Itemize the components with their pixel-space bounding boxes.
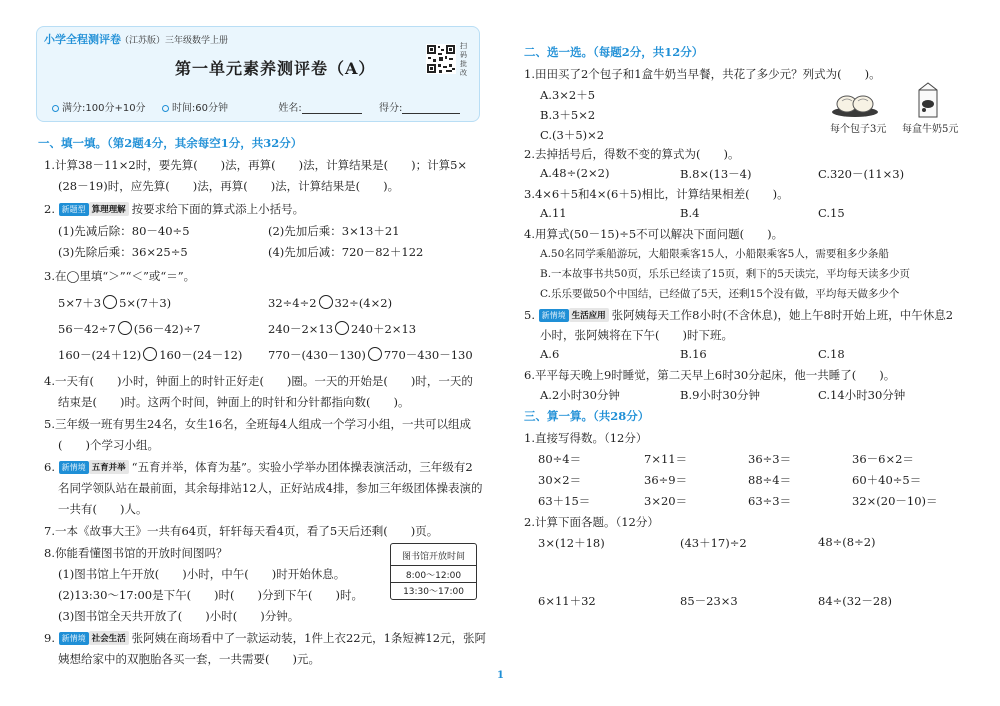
q8-line-2: (1)图书馆上午开放( )小时，中午( )时开始休息。: [58, 567, 346, 581]
c6-option-a: A.2小时30分钟: [540, 388, 620, 402]
c4-option-c: C.乐乐要做50个中国结，已经做了5天，还剩15个没有做，平均每天做多少个: [540, 288, 900, 300]
c3-line: 3.4×6＋5和4×(6＋5)相比，计算结果相差( )。: [524, 187, 789, 201]
divider: [391, 582, 476, 583]
score-label: 得分:: [378, 103, 403, 114]
q3-row-3a: [58, 347, 242, 363]
new-context-badge: 新情境: [59, 461, 89, 474]
score-field[interactable]: [402, 103, 460, 114]
q3-row-3b: [268, 347, 473, 363]
expr: 770－430－130: [383, 348, 473, 362]
c2-option-a: A.48÷(2×2): [540, 166, 610, 180]
score-dot-icon: [52, 105, 59, 112]
q2-item-4: (4)先加后减：720－82＋122: [268, 245, 424, 259]
q9-line-2: 姨想给家中的双胞胎各买一套，一共需要( )元。: [58, 652, 320, 666]
q2-item-2: (2)先加后乘：3×13＋21: [268, 224, 400, 238]
new-context-badge: 新情境: [539, 309, 569, 322]
compare-circle[interactable]: [368, 347, 382, 361]
divider: [391, 565, 476, 566]
c6-option-c: C.14小时30分钟: [818, 388, 906, 402]
c6-option-b: B.9小时30分钟: [680, 388, 761, 402]
compare-circle[interactable]: [319, 295, 333, 309]
d1-item: 80÷4＝: [538, 452, 582, 466]
d1-item: 30×2＝: [538, 473, 582, 487]
d1-item: 3×20＝: [644, 494, 688, 508]
section-1-heading: 一、填一填。（第2题4分，其余每空1分，共32分）: [38, 136, 303, 150]
c5-option-c: C.18: [818, 347, 845, 361]
info-line: [52, 99, 474, 114]
c5-option-a: A.6: [540, 347, 560, 361]
expr: 160－(24＋12): [58, 348, 142, 362]
c2-option-c: C.320－(11×3): [818, 167, 905, 181]
d2-line: 2.计算下面各题。（12分）: [524, 515, 659, 529]
d2-item: (43＋17)÷2: [680, 536, 747, 550]
q9-text: 张阿姨在商场看中了一款运动装，1件上衣22元，1条短裤12元，张阿: [131, 631, 487, 645]
c5-option-b: B.16: [680, 347, 707, 361]
topic-badge: 社会生活: [89, 631, 129, 645]
q5-line-2: ( )个学习小组。: [58, 438, 159, 452]
page-title: 第一单元素养测评卷（A）: [175, 59, 376, 78]
q2-number: 2.: [44, 202, 55, 216]
topic-badge: 生活应用: [569, 308, 609, 322]
q4-line-1: 4.一天有( )小时，钟面上的时针正好走( )圈。一天的开始是( )时，一天的: [44, 374, 473, 388]
d2-item: 6×11＋32: [538, 594, 596, 608]
c5-line-1: [524, 307, 953, 323]
q2-item-1: (1)先减后除：80－40÷5: [58, 224, 190, 238]
section-3-heading: 三、算一算。（共28分）: [524, 409, 650, 423]
c2-line: 2.去掉括号后，得数不变的算式为( )。: [524, 147, 740, 161]
buns-icon: [830, 86, 880, 118]
expr: 160－(24－12): [159, 348, 243, 362]
q2-line: [44, 201, 304, 217]
compare-circle[interactable]: [103, 295, 117, 309]
q3-row-2b: [268, 321, 416, 337]
q3-row-1b: [268, 295, 392, 310]
series-title: 小学全程测评卷: [44, 33, 121, 46]
c5-line-2: 小时，张阿姨将在下午( )时下班。: [540, 328, 733, 342]
expr: 5×7＋3: [58, 296, 102, 310]
library-hours-morning: 8:00～12:00: [405, 571, 462, 581]
qr-code-icon[interactable]: [426, 44, 456, 74]
q6-line-1: [44, 459, 473, 475]
library-hours-afternoon: 13:30～17:00: [403, 587, 464, 597]
q4-line-2: 结束是( )时。这两个时间，钟面上的时针和分针都指向数( )。: [58, 395, 410, 409]
c1-line: 1.田田买了2个包子和1盒牛奶当早餐，共花了多少元？列式为( )。: [524, 67, 881, 81]
expr: 56－42÷7: [58, 322, 116, 336]
d2-item: 85－23×3: [680, 594, 738, 608]
score-info: 满分:100分+10分: [62, 103, 146, 114]
q3-line: 3.在◯里填“＞”“＜”或“＝”。: [44, 269, 196, 283]
expr: (56－42)÷7: [133, 322, 201, 336]
edition-label: （江苏版）三年级数学上册: [120, 36, 229, 46]
compare-circle[interactable]: [143, 347, 157, 361]
d1-item: 36÷9＝: [644, 473, 688, 487]
c1-option-c: C.(3＋5)×2: [540, 128, 605, 142]
qr-label: 扫码批改: [460, 42, 467, 77]
name-field[interactable]: [302, 103, 362, 114]
d1-item: 63÷3＝: [748, 494, 792, 508]
q8-line-1: 8.你能看懂图书馆的开放时间图吗？: [44, 546, 228, 560]
q3-row-2a: [58, 321, 200, 337]
q2-text: 按要求给下面的算式添上小括号。: [131, 202, 305, 216]
d1-item: 7×11＝: [644, 452, 688, 466]
d1-item: 36÷3＝: [748, 452, 792, 466]
expr: 770－(430－130): [268, 348, 366, 362]
c3-option-b: B.4: [680, 206, 700, 220]
q8-line-4: (3)图书馆全天共开放了( )小时( )分钟。: [58, 609, 300, 623]
q7-line: 7.一本《故事大王》一共有64页，轩轩每天看4页，看了5天后还剩( )页。: [44, 524, 439, 538]
c1-option-a: A.3×2＋5: [540, 88, 596, 102]
d1-item: 88÷4＝: [748, 473, 792, 487]
expr: 32÷(4×2): [334, 296, 393, 310]
q1-line-1: 1.计算38－11×2时，要先算( )法，再算( )法，计算结果是( )；计算5×: [44, 158, 468, 172]
section-2-heading: 二、选一选。（每题2分，共12分）: [524, 45, 704, 59]
c5-text: 张阿姨每天工作8小时(不含休息)，她上午8时开始上班，中午休息2: [611, 308, 954, 322]
q6-number: 6.: [44, 460, 55, 474]
expr: 240＋2×13: [351, 322, 417, 336]
q6-line-3: 一共有( )人。: [58, 502, 148, 516]
q6-line-2: 名同学领队站在最前面，其余每排站12人，正好站成4排，参加三年级团体操表演的: [58, 481, 483, 495]
d1-item: 63＋15＝: [538, 494, 591, 508]
expr: 240－2×13: [268, 322, 334, 336]
c5-number: 5.: [524, 308, 535, 322]
expr: 32÷4÷2: [268, 296, 317, 310]
q6-text: “五育并举，体育为基”。实验小学举办团体操表演活动，三年级有2: [131, 460, 473, 474]
compare-circle[interactable]: [335, 321, 349, 335]
q9-number: 9.: [44, 631, 55, 645]
d1-item: 60＋40÷5＝: [852, 473, 922, 487]
c4-option-a: A.50名同学乘船游玩，大船限乘客15人，小船限乘客5人，需要租多少条船: [540, 248, 889, 260]
d2-item: 84÷(32－28): [818, 594, 893, 608]
q9-line-1: [44, 630, 486, 646]
c1-option-b: B.3＋5×2: [540, 108, 596, 122]
name-label: 姓名:: [278, 103, 302, 114]
expr: 5×(7＋3): [119, 296, 172, 310]
c4-line: 4.用算式(50－15)÷5不可以解决下面问题( )。: [524, 227, 784, 241]
q2-item-3: (3)先除后乘：36×25÷5: [58, 245, 188, 259]
bun-price-caption: 每个包子3元: [830, 124, 887, 135]
d2-item: 48÷(8÷2): [818, 535, 876, 549]
q1-line-2: (28－19)时，应先算( )法，再算( )法，计算结果是( )。: [58, 179, 400, 193]
library-hours-box: [390, 543, 477, 600]
time-dot-icon: [162, 105, 169, 112]
q3-row-1a: [58, 295, 171, 311]
milk-price-caption: 每盒牛奶5元: [902, 124, 959, 135]
c3-option-a: A.11: [540, 206, 567, 220]
d1-item: 32×(20－10)＝: [852, 494, 938, 508]
q5-line-1: 5.三年级一班有男生24名，女生16名，全班每4人组成一个学习小组，一共可以组成: [44, 417, 472, 431]
time-info: 时间:60分钟: [171, 103, 229, 114]
d1-item: 36－6×2＝: [852, 452, 914, 466]
d1-line: 1.直接写得数。（12分）: [524, 431, 648, 445]
milk-box-icon: [915, 82, 941, 118]
c2-option-b: B.8×(13－4): [680, 167, 752, 181]
c4-option-b: B.一本故事书共50页，乐乐已经读了15页，剩下的5天读完，平均每天读多少页: [540, 268, 910, 280]
q8-line-3: (2)13:30～17:00是下午( )时( )分到下午( )时。: [58, 588, 363, 602]
page-number: 1: [497, 670, 504, 681]
new-type-badge: 新题型: [59, 203, 89, 216]
topic-badge: 算理理解: [89, 202, 129, 216]
compare-circle[interactable]: [118, 321, 132, 335]
d2-item: 3×(12＋18): [538, 536, 605, 550]
c6-line: 6.平平每天晚上9时睡觉，第二天早上6时30分起床，他一共睡了( )。: [524, 368, 896, 382]
new-context-badge: 新情境: [59, 632, 89, 645]
c3-option-c: C.15: [818, 206, 845, 220]
topic-badge: 五育并举: [89, 460, 129, 474]
library-hours-title: 图书馆开放时间: [401, 552, 465, 562]
